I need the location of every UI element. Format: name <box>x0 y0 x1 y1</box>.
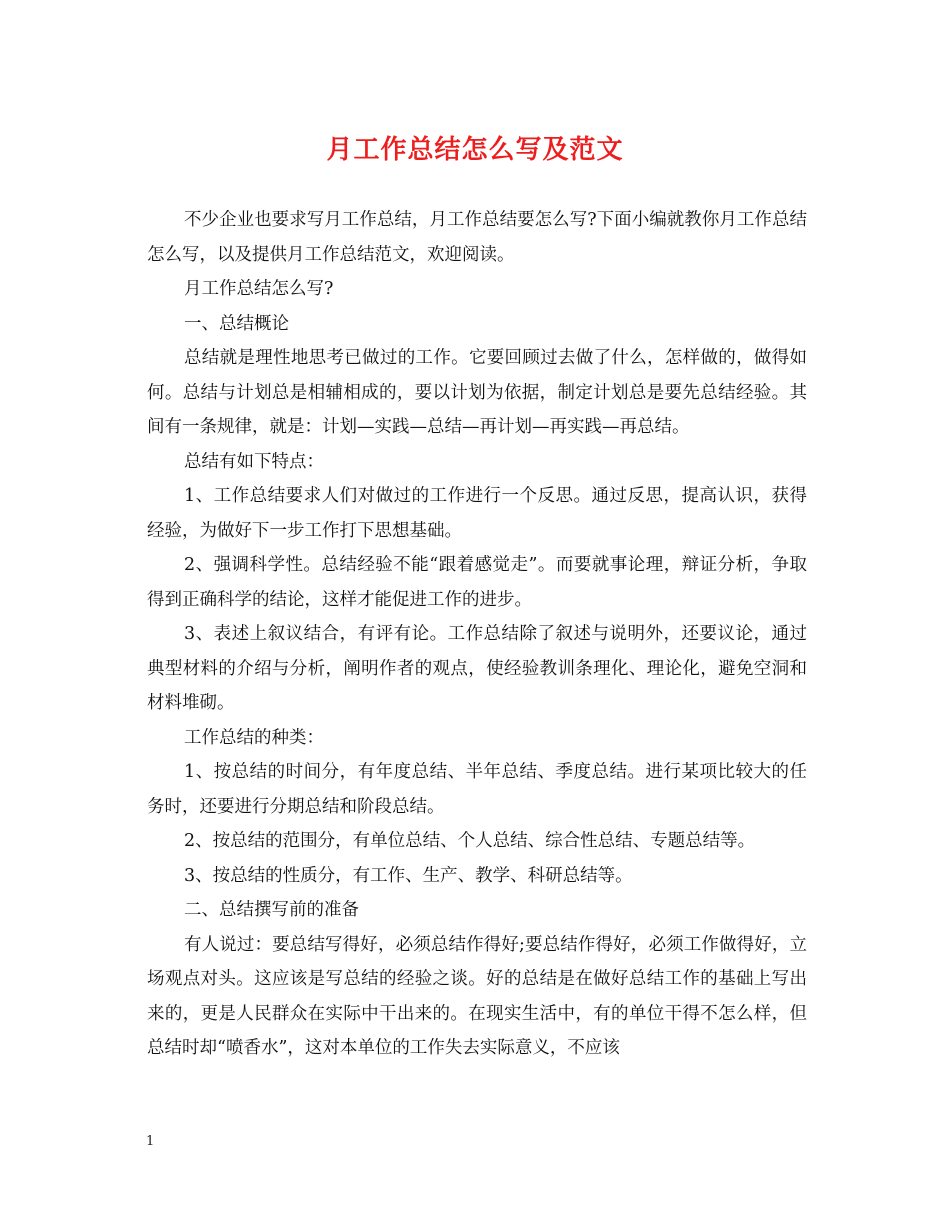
paragraph-intro: 不少企业也要求写月工作总结，月工作总结要怎么写?下面小编就教你月工作总结怎么写，以及提供月工作总结范文，欢迎阅读。 <box>147 210 807 265</box>
paragraph-overview: 总结就是理性地思考已做过的工作。它要回顾过去做了什么，怎样做的，做得如何。总结与计划总是相辅相成的，要以计划为依据，制定计划总是要先总结经验。其间有一条规律，就是：计划—实践—总结—再计划—再实践—再总结。 <box>147 348 807 437</box>
paragraph-features-heading: 总结有如下特点： <box>184 451 324 472</box>
section-heading-overview: 一、总结概论 <box>184 313 289 334</box>
document-title: 月工作总结怎么写及范文 <box>326 135 624 165</box>
paragraph-preparation: 有人说过：要总结写得好，必须总结作得好;要总结作得好，必须工作做得好，立场观点对头。这应该是写总结的经验之谈。好的总结是在做好总结工作的基础上写出来的，更是人民群众在实际中干出来的。在现实生活中，有的单位干得不怎么样，但总结时却“喷香水”，这对本单位的工作失去实际意义，不应该 <box>147 934 807 1058</box>
paragraph-type-2: 2、按总结的范围分，有单位总结、个人总结、综合性总结、专题总结等。 <box>184 831 756 851</box>
paragraph-feature-1: 1、工作总结要求人们对做过的工作进行一个反思。通过反思，提高认识，获得经验，为做好下一步工作打下思想基础。 <box>147 486 807 541</box>
paragraph-feature-2: 2、强调科学性。总结经验不能“跟着感觉走”。而要就事论理，辩证分析，争取得到正确科学的结论，这样才能促进工作的进步。 <box>147 555 807 610</box>
paragraph-type-3: 3、按总结的性质分，有工作、生产、教学、科研总结等。 <box>184 865 633 886</box>
paragraph-types-heading: 工作总结的种类： <box>184 727 324 748</box>
section-heading-preparation: 二、总结撰写前的准备 <box>184 900 359 920</box>
paragraph-type-1: 1、按总结的时间分，有年度总结、半年总结、季度总结。进行某项比较大的任务时，还要进行分期总结和阶段总结。 <box>147 762 807 817</box>
paragraph-feature-3: 3、表述上叙议结合，有评有论。工作总结除了叙述与说明外，还要议论，通过典型材料的介绍与分析，阐明作者的观点，使经验教训条理化、理论化，避免空洞和材料堆砌。 <box>147 624 807 713</box>
page-number: 1 <box>146 1134 155 1149</box>
document-body <box>147 203 807 1066</box>
paragraph-question: 月工作总结怎么写? <box>184 279 334 299</box>
